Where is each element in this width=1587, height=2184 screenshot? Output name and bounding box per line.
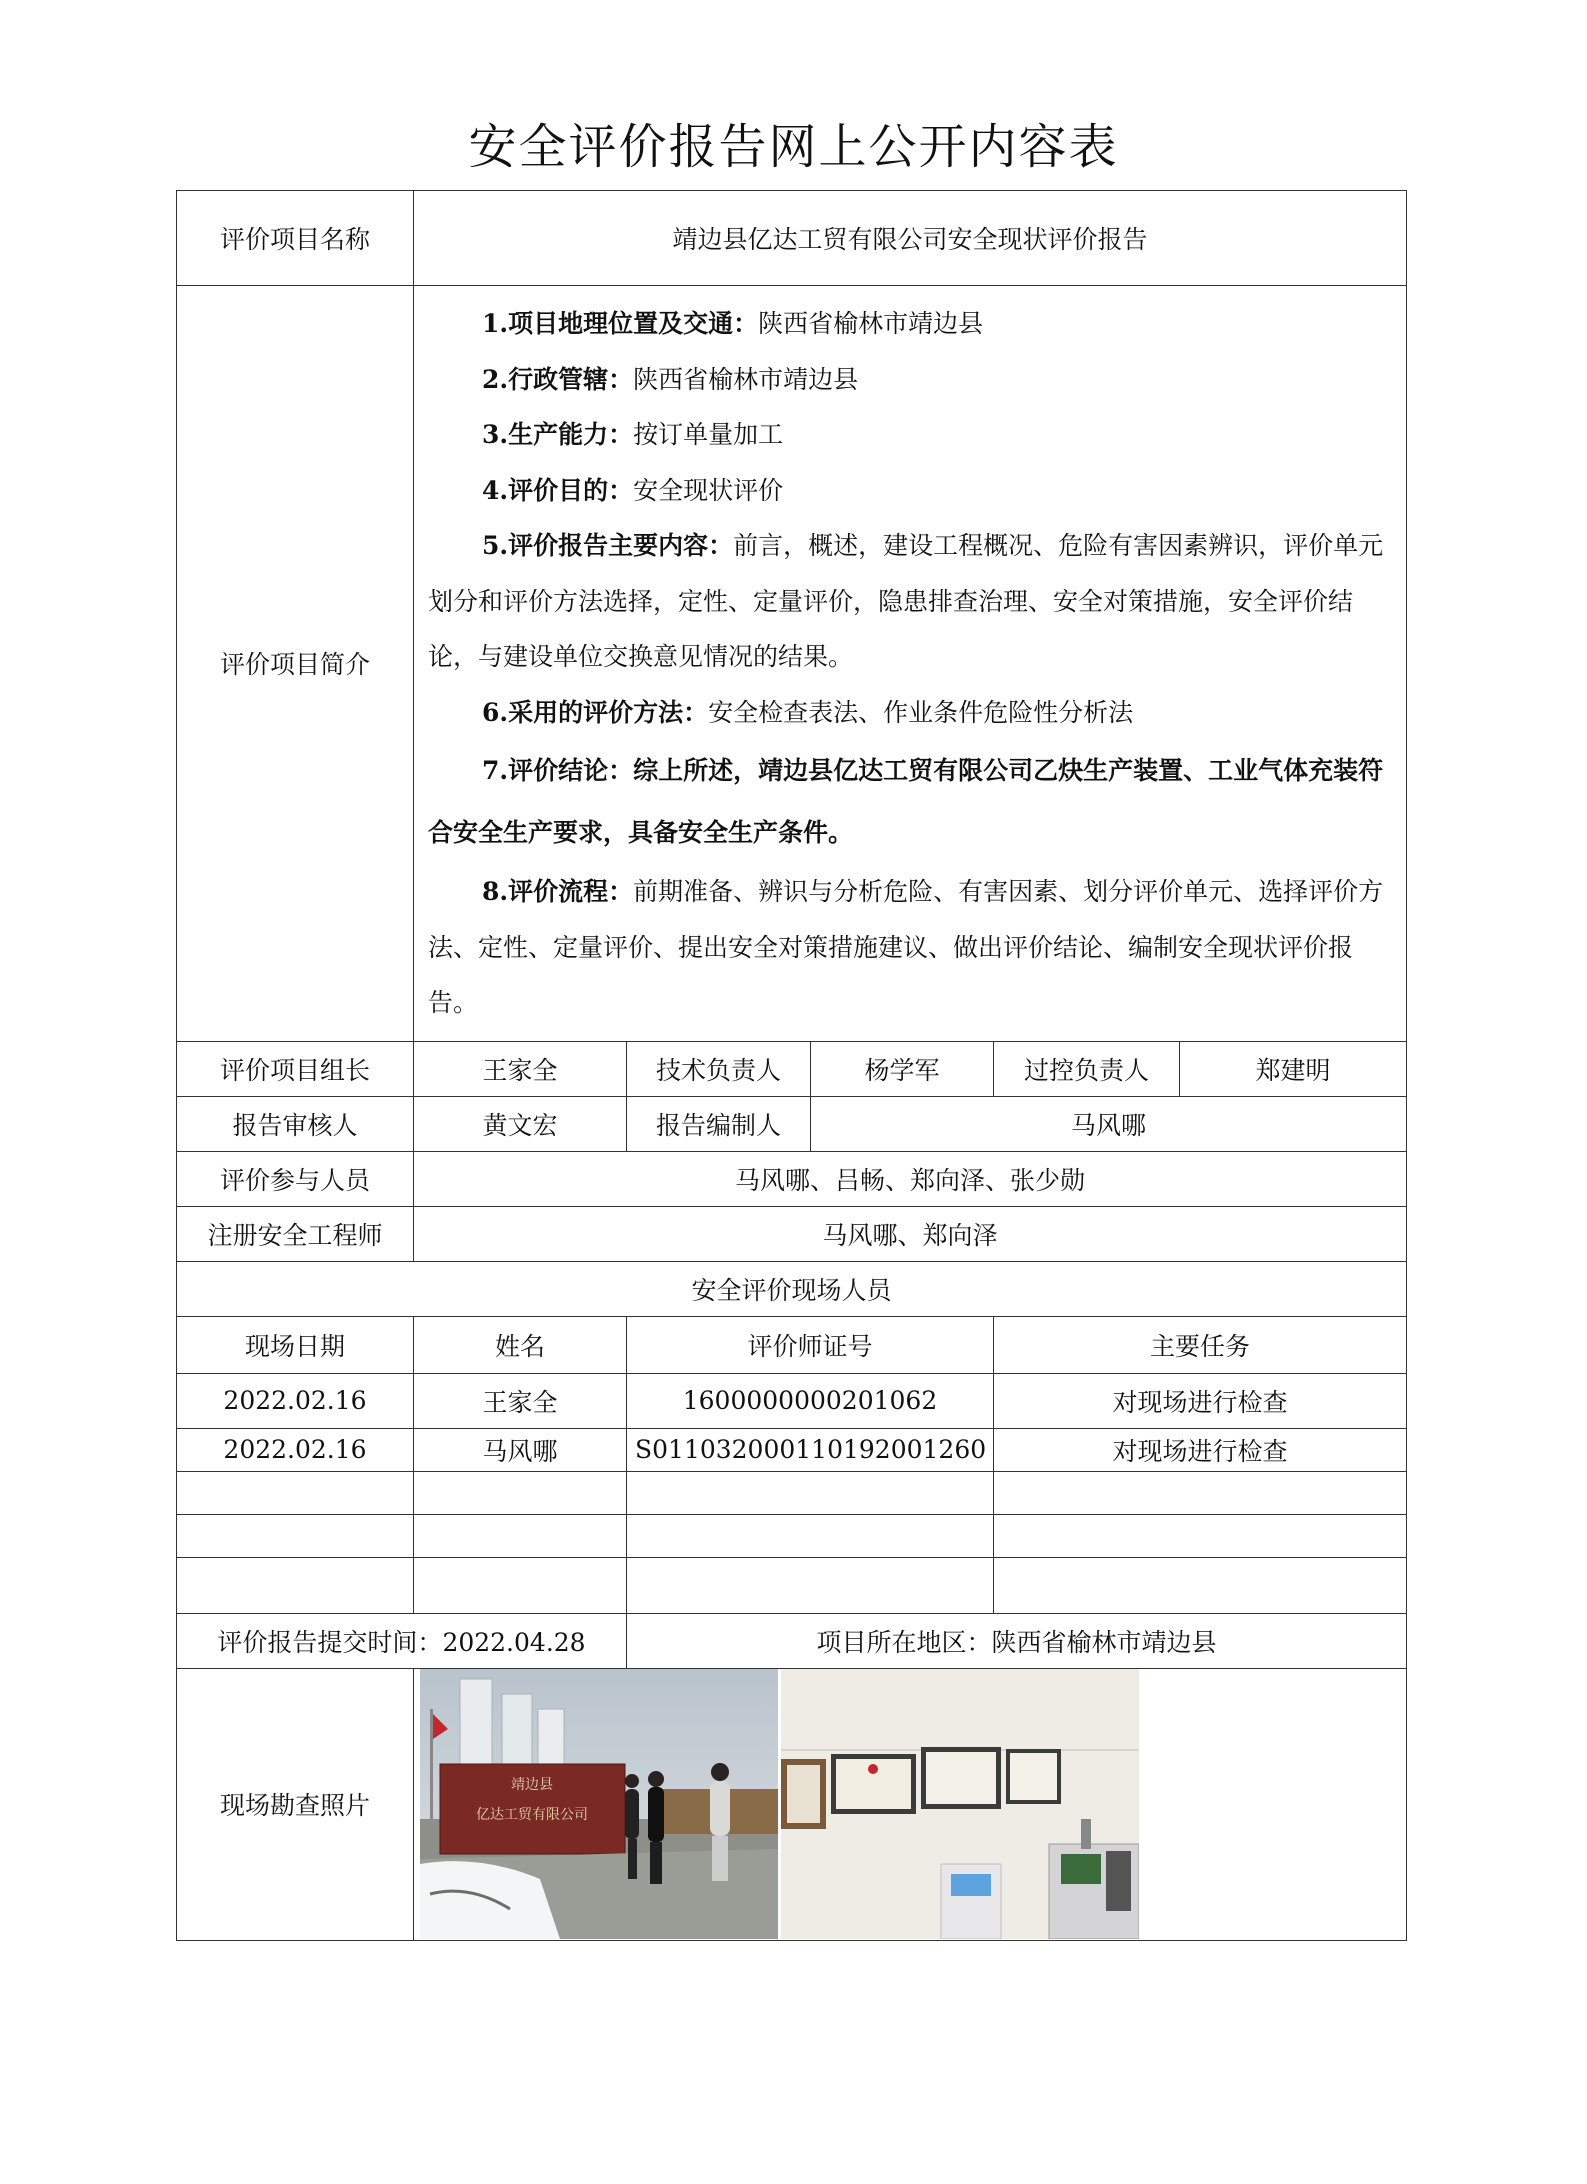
intro-item-7-key: 7.评价结论： [482,756,634,785]
intro-item-1-key: 1.项目地理位置及交通： [482,309,759,338]
intro-item-3-key: 3.生产能力： [482,420,634,449]
submit-date: 2022.04.28 [442,1627,586,1657]
intro-item-3-text: 按订单量加工 [633,420,784,449]
onsite-date: 2022.02.16 [177,1373,414,1428]
project-name-value: 靖边县亿达工贸有限公司安全现状评价报告 [414,191,1407,286]
photos-cell [414,1668,1407,1940]
table-row [177,1514,1407,1557]
leader-value: 王家全 [414,1041,627,1096]
intro-item-6-text: 安全检查表法、作业条件危险性分析法 [708,697,1134,727]
onsite-name: 王家全 [414,1373,627,1428]
intro-item-5-text: 前言，概述，建设工程概况、危险有害因素辨识，评价单元划分和评价方法选择，定性、定量评价，隐患排查治理、安全对策措施，安全评价结论，与建设单位交换意见情况的结果。 [428,531,1384,671]
row-intro [177,286,1407,1042]
intro-item-1 [428,296,1392,352]
engineers-label: 注册安全工程师 [177,1206,414,1261]
engineers-value: 马风哪、郑向泽 [414,1206,1407,1261]
region-value: 陕西省榆林市靖边县 [991,1627,1217,1657]
onsite-cert [627,1557,994,1613]
sign-line-2: 亿达工贸有限公司 [476,1806,588,1823]
row-submit [177,1613,1407,1668]
submit-label: 评价报告提交时间： [217,1627,443,1657]
intro-content [414,286,1407,1042]
onsite-task [994,1514,1407,1557]
leader-label: 评价项目组长 [177,1041,414,1096]
intro-item-4-text: 安全现状评价 [633,475,784,505]
intro-item-5 [428,518,1392,685]
intro-item-2 [428,352,1392,408]
project-name-label: 评价项目名称 [177,191,414,286]
author-label: 报告编制人 [627,1096,811,1151]
disclosure-table [176,190,1407,1941]
submit-time [177,1613,627,1668]
row-photos [177,1668,1407,1940]
onsite-cert [627,1471,994,1514]
onsite-task: 对现场进行检查 [994,1373,1407,1428]
onsite-cert: 1600000000201062 [627,1373,994,1428]
table-row [177,1428,1407,1471]
table-row [177,1557,1407,1613]
tech-value: 杨学军 [811,1041,994,1096]
row-participants [177,1151,1407,1206]
reviewer-value: 黄文宏 [414,1096,627,1151]
process-value: 郑建明 [1180,1041,1407,1096]
onsite-task [994,1471,1407,1514]
header-task: 主要任务 [994,1316,1407,1373]
header-name: 姓名 [414,1316,627,1373]
onsite-cert: S011032000110192001260 [627,1428,994,1471]
onsite-section-title: 安全评价现场人员 [177,1261,1407,1316]
onsite-date [177,1557,414,1613]
onsite-name [414,1514,627,1557]
site-photo-office [781,1669,1139,1939]
row-project-name [177,191,1407,286]
intro-item-3 [428,407,1392,463]
intro-label: 评价项目简介 [177,286,414,1042]
intro-item-8 [428,864,1392,1031]
onsite-date: 2022.02.16 [177,1428,414,1471]
row-onsite-headers [177,1316,1407,1373]
intro-item-6 [428,685,1392,741]
row-engineers [177,1206,1407,1261]
header-cert: 评价师证号 [627,1316,994,1373]
intro-item-4-key: 4.评价目的： [482,475,634,505]
table-row [177,1373,1407,1428]
table-row [177,1471,1407,1514]
intro-item-8-key: 8.评价流程： [482,877,634,906]
participants-value: 马风哪、吕畅、郑向泽、张少勋 [414,1151,1407,1206]
intro-item-6-key: 6.采用的评价方法： [482,697,709,727]
onsite-date [177,1471,414,1514]
row-team-1 [177,1041,1407,1096]
sign-line-1: 靖边县 [511,1776,553,1793]
intro-item-2-key: 2.行政管辖： [482,364,634,394]
onsite-cert [627,1514,994,1557]
onsite-name [414,1471,627,1514]
onsite-task [994,1557,1407,1613]
intro-item-2-text: 陕西省榆林市靖边县 [633,364,859,394]
row-onsite-title [177,1261,1407,1316]
region-label: 项目所在地区： [816,1627,992,1657]
tech-label: 技术负责人 [627,1041,811,1096]
intro-item-7-text: 综上所述，靖边县亿达工贸有限公司乙炔生产装置、工业气体充装符合安全生产要求，具备安全生产条件。 [428,756,1384,847]
header-date: 现场日期 [177,1316,414,1373]
intro-item-8-text: 前期准备、辨识与分析危险、有害因素、划分评价单元、选择评价方法、定性、定量评价、提出安全对策措施建议、做出评价结论、编制安全现状评价报告。 [428,877,1384,1017]
intro-item-1-text: 陕西省榆林市靖边县 [758,309,984,338]
site-photo-sign [420,1669,778,1939]
intro-item-4 [428,463,1392,519]
onsite-task: 对现场进行检查 [994,1428,1407,1471]
onsite-date [177,1514,414,1557]
author-value: 马风哪 [811,1096,1407,1151]
participants-label: 评价参与人员 [177,1151,414,1206]
process-label: 过控负责人 [994,1041,1180,1096]
row-team-2 [177,1096,1407,1151]
intro-item-7 [428,740,1392,864]
intro-item-5-key: 5.评价报告主要内容： [482,531,734,560]
onsite-name: 马风哪 [414,1428,627,1471]
page-title: 安全评价报告网上公开内容表 [468,119,1119,175]
onsite-name [414,1557,627,1613]
reviewer-label: 报告审核人 [177,1096,414,1151]
photos-label: 现场勘查照片 [177,1668,414,1940]
project-region [627,1613,1407,1668]
